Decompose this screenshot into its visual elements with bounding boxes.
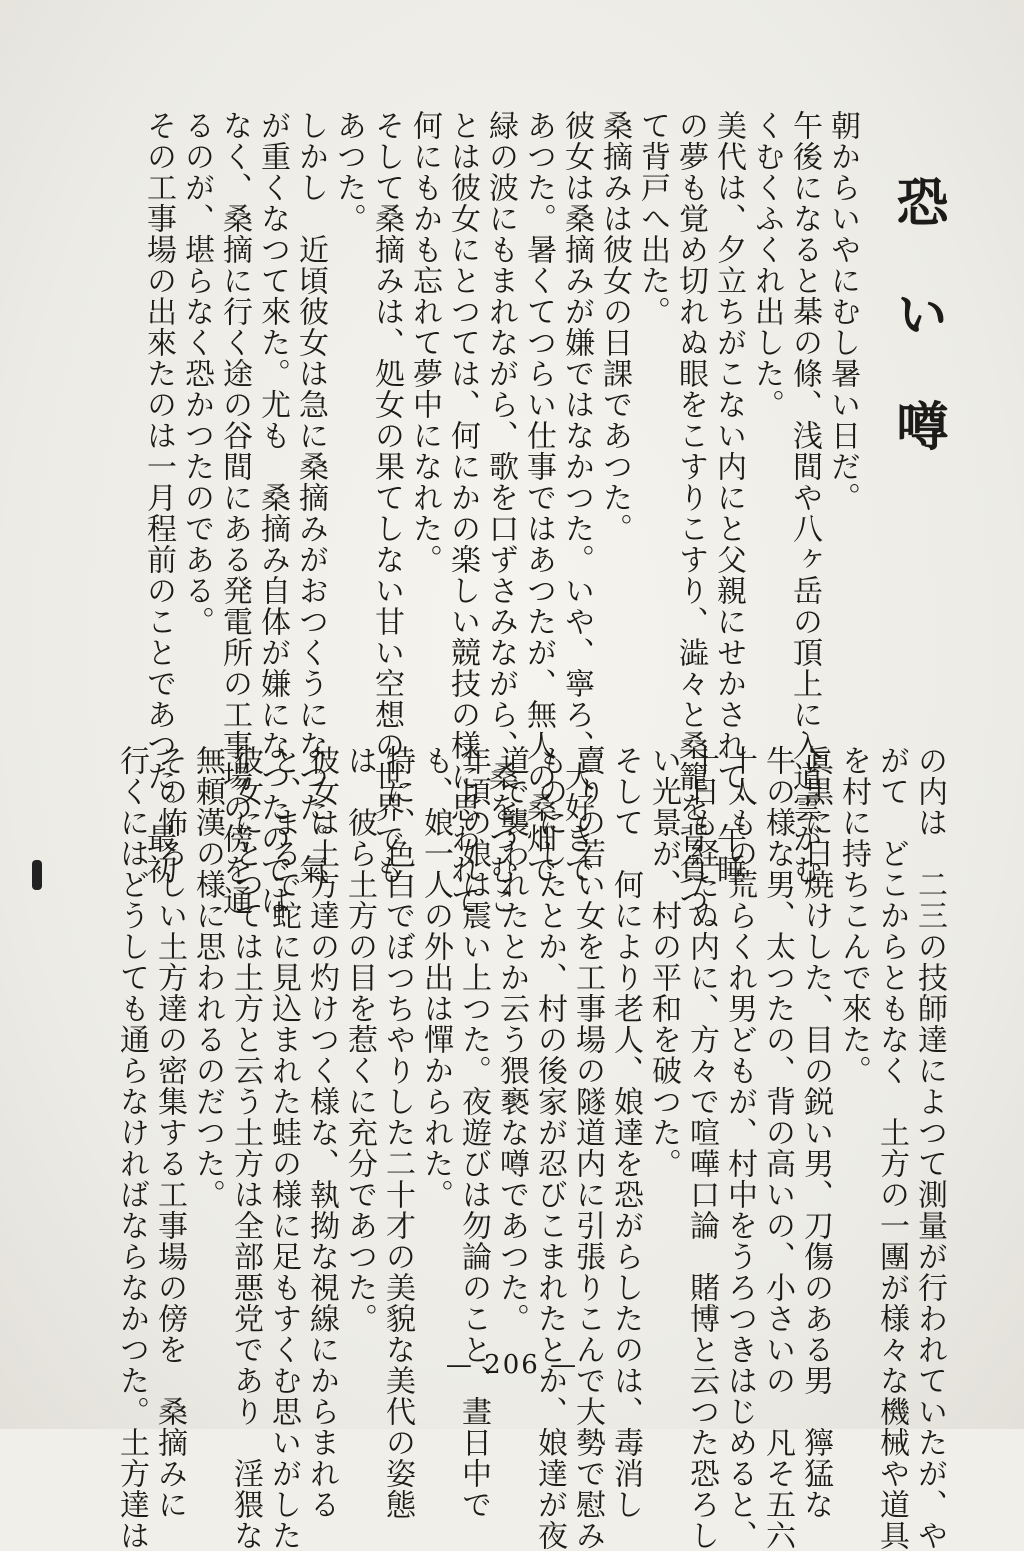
text-column: 彼女にとつては土方と云う土方は全部悪党であり 淫猥な: [228, 745, 263, 1551]
text-column: 緑の波にもまれながら、歌を口ずさみながら、桑をつむこ: [483, 110, 518, 916]
text-column: そして桑摘みは、処女の果てしない甘い空想の世界でも: [369, 110, 404, 885]
text-column: 彼女は桑摘みが嫌ではなかつた。いや、寧ろ、大好きで: [559, 110, 594, 885]
text-column: あつた。暑くてつらい仕事ではあつたが、無人の桑畑で、: [521, 110, 556, 916]
text-column: 行くにはどうしても通らなければならなかつた。土方達は: [114, 745, 149, 1551]
story-title: 恐い噂: [887, 175, 948, 511]
text-column: を村に持ちこんで來た。: [836, 745, 871, 1086]
text-column: 美代は、夕立ちがこない内にと父親にせかされて、午睡: [711, 110, 746, 885]
text-column: て背戸へ出た。: [635, 110, 670, 327]
text-column: しかし 近頃彼女は急に桑摘みがおつくうになつた。氣: [293, 110, 328, 885]
text-column: 牛の様な男、太つたの、背の高いの、小さいの 凡そ五六: [760, 745, 795, 1551]
text-column: 道で襲われたとか云う猥褻な噂であつた。: [494, 745, 529, 1334]
text-column: の夢も覚め切れぬ眼をこすりこすり、澁々と桑籠を背負つ: [673, 110, 708, 916]
text-column: が重くなつて來た。尤も 桑摘み自体が嫌になつたのでは: [255, 110, 290, 916]
text-column: その怖ろしい土方達の密集する工事場の傍を 桑摘みに: [152, 745, 187, 1520]
text-column: ものにしたとか、村の後家が忍びこまれたとか、娘達が夜: [532, 745, 567, 1551]
text-column: とは彼女にとつては、何にかの楽しい競技の様に思われて: [445, 110, 480, 916]
text-column: そして 何により老人、娘達を恐がらしたのは、毒消し: [608, 745, 643, 1520]
text-column: 賣りの若い女を工事場の隧道内に引張りこんで大勢で慰み: [570, 745, 605, 1551]
ink-speck: [32, 860, 42, 890]
upper-text-block: [126, 110, 861, 916]
text-column: その工事場の出來たのは一月程前のことであつた。最初: [141, 110, 176, 885]
text-column: 彼女は土方達の灼けつく様な、執拗な視線にからまれる: [304, 745, 339, 1520]
text-column: 桑摘みは彼女の日課であつた。: [597, 110, 632, 544]
text-column: と、まるで蛇に見込まれた蛙の様に足もすくむ思いがした: [266, 745, 301, 1551]
text-column: なく、桑摘に行く途の谷間にある発電所の工事場の傍を通: [217, 110, 252, 916]
text-column: の内は 二三の技師達によつて測量が行われていたが、や: [912, 745, 947, 1551]
page-number: — 206 —: [445, 1350, 579, 1380]
text-column: い光景が、村の平和を破つた。: [646, 745, 681, 1179]
text-column: 朝からいやにむし暑い日だ。: [825, 110, 860, 513]
text-column: 午後になると棊の條、浅間や八ヶ岳の頂上に入道雲がむ: [787, 110, 822, 885]
text-column: も、娘一人の外出は憚かられた。: [418, 745, 453, 1210]
text-column: 特に、色白でぼつちやりした二十才の美貌な美代の姿態: [380, 745, 415, 1520]
text-column: 何にもかも忘れて夢中になれた。: [407, 110, 442, 575]
text-column: あつた。: [331, 110, 366, 234]
text-column: くむくふくれ出した。: [749, 110, 784, 420]
text-column: 十日も経たぬ内に、方々で喧嘩口論 賭博と云つた恐ろし: [684, 745, 719, 1551]
text-column: 十人もの荒らくれ男どもが、村中をうろつきはじめると、: [722, 745, 757, 1551]
text-column: 年頃の娘は震い上つた。夜遊びは勿論のこと、晝日中で: [456, 745, 491, 1520]
text-column: 無頼漢の様に思われるのだつた。: [190, 745, 225, 1210]
text-column: るのが、堪らなく恐かつたのである。: [179, 110, 214, 637]
text-column: 眞黒に日焼けした、目の鋭い男、刀傷のある男 獰猛な: [798, 745, 833, 1520]
text-column: がて どこからともなく 土方の一團が様々な機械や道具: [874, 745, 909, 1551]
text-column: は 彼ら土方の目を惹くに充分であつた。: [342, 745, 377, 1334]
